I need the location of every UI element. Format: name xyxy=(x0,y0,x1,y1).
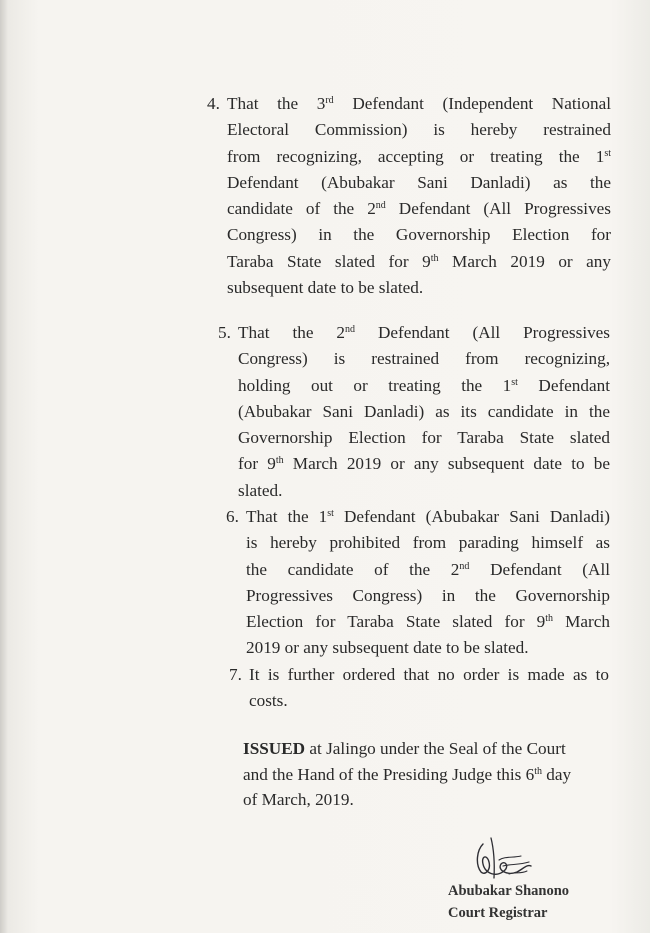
issued-line-2: and the Hand of the Presiding Judge this 6th day xyxy=(243,764,572,784)
item-body xyxy=(227,91,611,301)
item-number: 7. xyxy=(229,665,242,684)
issued-keyword: ISSUED xyxy=(243,739,306,758)
item-body xyxy=(249,662,609,715)
item-line: (Abubakar Sani Danladi) as its candidate in the xyxy=(238,401,610,421)
item-body xyxy=(238,320,610,504)
item-number: 5. xyxy=(218,323,231,342)
item-line: subsequent date to be slated. xyxy=(227,278,424,298)
item-line: That the 3rd Defendant (Independent National xyxy=(227,94,611,113)
item-line: from recognizing, accepting or treating the 1st xyxy=(227,146,611,166)
item-line: It is further ordered that no order is made as to xyxy=(249,665,609,684)
item-line: for 9th March 2019 or any subsequent date to be xyxy=(238,454,611,474)
handwritten-signature xyxy=(461,834,543,884)
order-item-5 xyxy=(218,320,610,504)
item-line: Progressives Congress) in the Governorship xyxy=(246,585,610,605)
item-line: holding out or treating the 1st Defendant xyxy=(238,375,610,395)
registrar-name: Abubakar Shanono xyxy=(448,883,570,899)
page-edge-shadow xyxy=(0,0,8,933)
item-line: costs. xyxy=(249,691,288,711)
item-line: the candidate of the 2nd Defendant (All xyxy=(246,559,610,579)
item-line: Taraba State slated for 9th March 2019 or any xyxy=(227,251,611,271)
signature-block xyxy=(448,880,608,924)
order-item-6 xyxy=(226,504,610,662)
item-line: Congress) is restrained from recognizing, xyxy=(238,349,610,369)
item-number: 6. xyxy=(226,507,239,526)
item-line: slated. xyxy=(238,480,283,500)
item-line: That the 1st Defendant (Abubakar Sani Danladi) xyxy=(246,507,610,526)
item-number: 4. xyxy=(207,94,220,113)
registrar-title: Court Registrar xyxy=(448,905,548,921)
item-line: Governorship Election for Taraba State slated xyxy=(238,428,610,448)
item-line: Electoral Commission) is hereby restrained xyxy=(227,120,611,140)
issued-paragraph xyxy=(243,736,623,813)
item-line: Congress) in the Governorship Election for xyxy=(227,225,611,245)
item-line: That the 2nd Defendant (All Progressives xyxy=(238,323,611,342)
item-line: Defendant (Abubakar Sani Danladi) as the xyxy=(227,172,611,192)
issued-line-1: ISSUED at Jalingo under the Seal of the Court xyxy=(243,739,566,758)
order-item-7 xyxy=(229,662,609,715)
issued-line-3: of March, 2019. xyxy=(243,790,354,809)
item-body xyxy=(246,504,610,662)
item-line: Election for Taraba State slated for 9th March xyxy=(246,612,610,632)
order-item-4 xyxy=(207,91,611,301)
item-line: is hereby prohibited from parading himself as xyxy=(246,533,610,553)
item-line: 2019 or any subsequent date to be slated. xyxy=(246,638,529,658)
item-line: candidate of the 2nd Defendant (All Progressives xyxy=(227,199,611,219)
